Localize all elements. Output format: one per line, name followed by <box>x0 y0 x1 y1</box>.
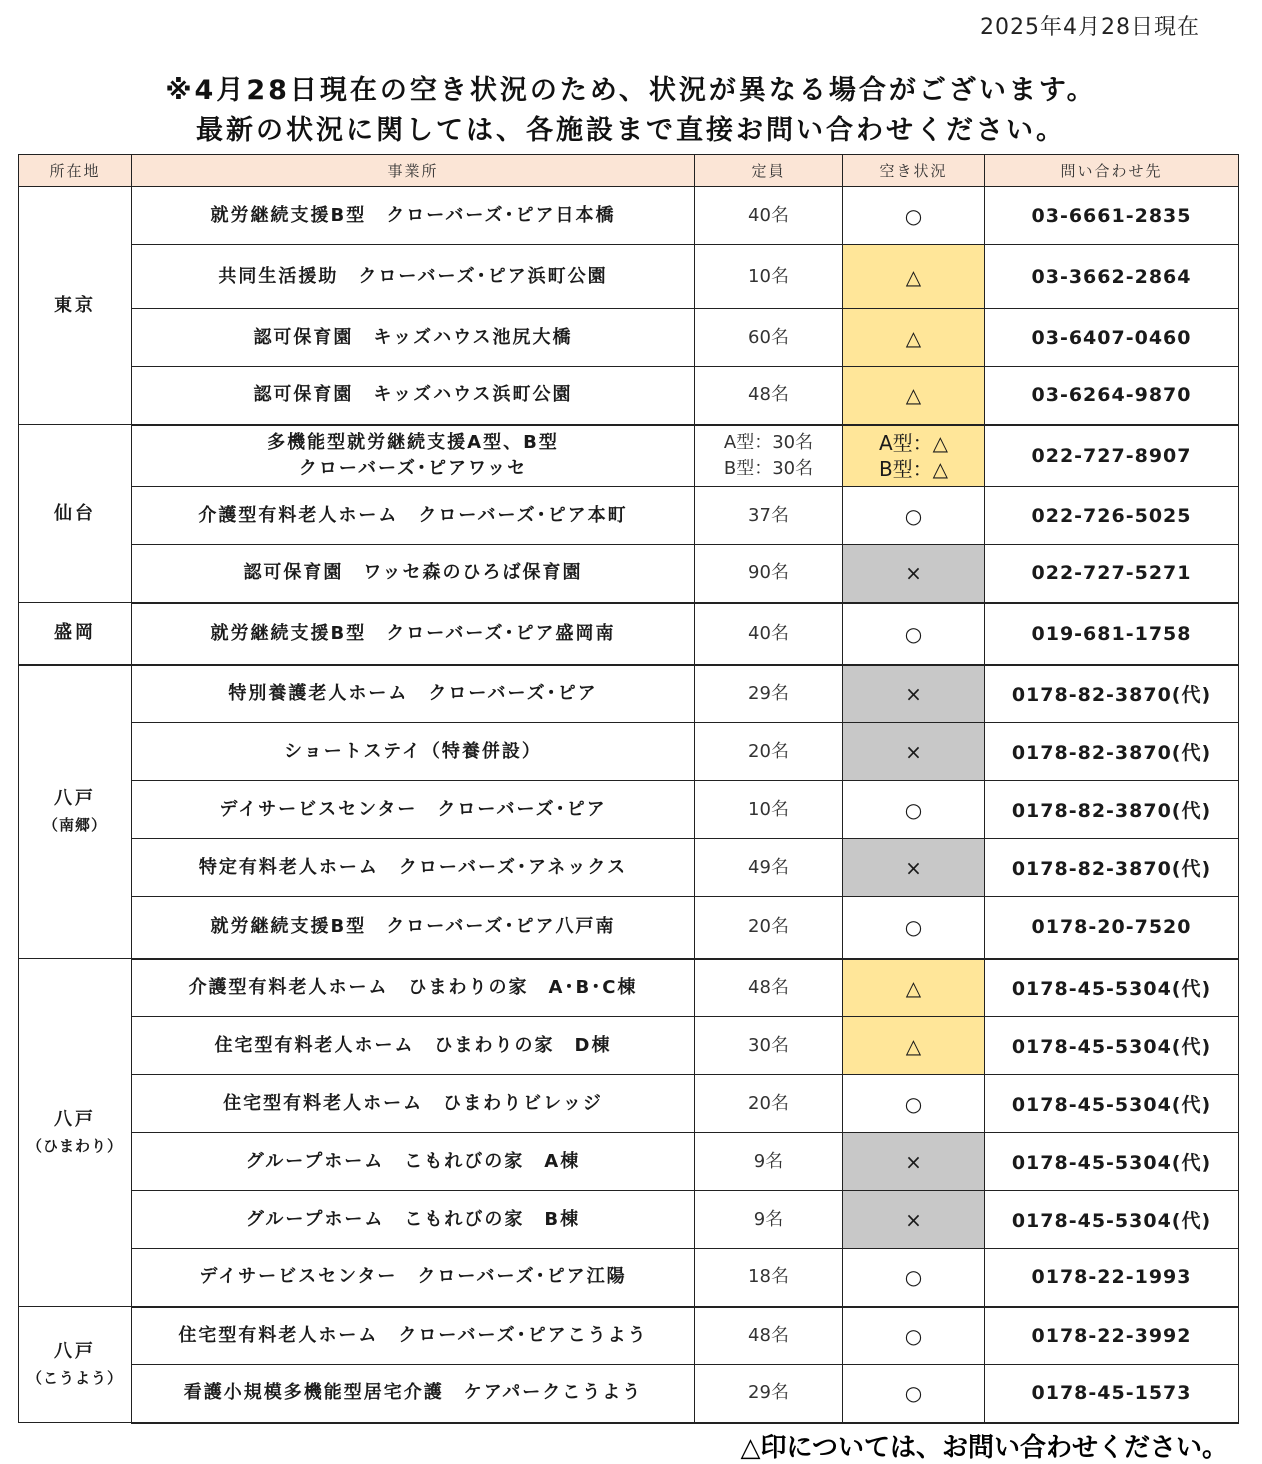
capacity-cell <box>695 839 843 897</box>
status-text: × <box>905 561 922 586</box>
status-cell <box>843 723 985 781</box>
status-text: ○ <box>904 915 923 940</box>
table-row <box>19 723 1239 781</box>
facility-cell <box>132 1075 695 1133</box>
status-text: × <box>905 1207 922 1232</box>
capacity-cell <box>695 603 843 665</box>
phone-cell: 0178-82-3870(代) <box>985 839 1239 897</box>
capacity-cell <box>695 245 843 309</box>
location-cell <box>19 425 132 603</box>
facility-text: 住宅型有料老人ホーム ひまわりの家 D棟 <box>214 1034 612 1056</box>
header-facility: 事業所 <box>132 155 695 187</box>
status-cell <box>843 1191 985 1249</box>
phone-cell: 0178-22-3992 <box>985 1307 1239 1365</box>
table-row <box>19 665 1239 723</box>
phone-cell: 03-6661-2835 <box>985 187 1239 245</box>
phone-cell: 022-727-8907 <box>985 425 1239 487</box>
facility-cell <box>132 487 695 545</box>
location-cell <box>19 1307 132 1423</box>
table-row <box>19 187 1239 245</box>
location-cell <box>19 665 132 959</box>
status-cell <box>843 781 985 839</box>
phone-cell: 0178-82-3870(代) <box>985 665 1239 723</box>
capacity-text: 20名 <box>748 916 789 938</box>
capacity-text: 48名 <box>748 384 789 406</box>
facility-text: 介護型有料老人ホーム ひまわりの家 A･B･C棟 <box>188 976 638 998</box>
facility-cell <box>132 1249 695 1307</box>
status-cell <box>843 425 985 487</box>
capacity-text: 48名 <box>748 1324 789 1346</box>
table-row <box>19 545 1239 603</box>
status-cell <box>843 187 985 245</box>
status-text: ○ <box>904 1323 923 1348</box>
status-cell <box>843 367 985 425</box>
capacity-cell <box>695 367 843 425</box>
table-header-row <box>19 155 1239 187</box>
capacity-text: 48名 <box>748 976 789 998</box>
facility-cell <box>132 959 695 1017</box>
capacity-text: B型：30名 <box>723 457 814 479</box>
table-row <box>19 245 1239 309</box>
status-cell <box>843 1307 985 1365</box>
capacity-text: 37名 <box>748 504 789 526</box>
location-cell <box>19 187 132 425</box>
notice-line-2: 最新の状況に関しては、各施設まで直接お問い合わせください。 <box>196 115 1066 146</box>
facility-cell <box>132 781 695 839</box>
status-text: ○ <box>904 503 923 528</box>
facility-cell <box>132 1365 695 1423</box>
facility-cell <box>132 187 695 245</box>
capacity-text: 9名 <box>753 1150 784 1172</box>
status-cell <box>843 1249 985 1307</box>
status-text: ○ <box>904 1381 923 1406</box>
facility-text: デイサービスセンター クローバーズ･ピア <box>219 798 607 820</box>
capacity-text: 30名 <box>748 1034 789 1056</box>
phone-cell: 0178-45-5304(代) <box>985 1133 1239 1191</box>
facility-text: 住宅型有料老人ホーム ひまわりビレッジ <box>223 1092 603 1114</box>
phone-cell: 03-6264-9870 <box>985 367 1239 425</box>
status-cell <box>843 1017 985 1075</box>
capacity-cell <box>695 1133 843 1191</box>
location-name: 八戸 <box>54 1108 96 1130</box>
capacity-text: 9名 <box>753 1208 784 1230</box>
status-text: × <box>905 739 922 764</box>
phone-cell: 0178-45-5304(代) <box>985 1017 1239 1075</box>
phone-cell: 03-3662-2864 <box>985 245 1239 309</box>
facility-cell <box>132 1133 695 1191</box>
table-row <box>19 1249 1239 1307</box>
phone-cell: 0178-22-1993 <box>985 1249 1239 1307</box>
facility-cell <box>132 1191 695 1249</box>
capacity-cell <box>695 425 843 487</box>
table-row <box>19 1307 1239 1365</box>
notice-line-1: ※4月28日現在の空き状況のため、状況が異なる場合がございます。 <box>165 75 1097 106</box>
phone-cell: 022-727-5271 <box>985 545 1239 603</box>
status-text: ○ <box>904 1265 923 1290</box>
capacity-cell <box>695 1307 843 1365</box>
phone-cell: 03-6407-0460 <box>985 309 1239 367</box>
capacity-cell <box>695 487 843 545</box>
status-cell <box>843 665 985 723</box>
facility-cell <box>132 425 695 487</box>
phone-cell: 0178-82-3870(代) <box>985 723 1239 781</box>
table-row <box>19 309 1239 367</box>
facility-cell <box>132 245 695 309</box>
phone-cell: 0178-45-5304(代) <box>985 959 1239 1017</box>
capacity-text: 40名 <box>748 622 789 644</box>
status-text: ○ <box>904 203 923 228</box>
facility-text: 認可保育園 キッズハウス池尻大橋 <box>253 326 573 348</box>
facility-text: グループホーム こもれびの家 B棟 <box>245 1208 581 1230</box>
capacity-cell <box>695 959 843 1017</box>
status-text: ○ <box>904 621 923 646</box>
capacity-text: 20名 <box>748 1092 789 1114</box>
table-row <box>19 1017 1239 1075</box>
facility-text: 認可保育園 キッズハウス浜町公園 <box>253 384 573 406</box>
facility-text: 認可保育園 ワッセ森のひろば保育園 <box>243 562 583 584</box>
table-row <box>19 603 1239 665</box>
location-subname: （ひまわり） <box>26 1136 123 1155</box>
facility-text: 看護小規模多機能型居宅介護 ケアパークこうよう <box>183 1382 643 1404</box>
table-row <box>19 1133 1239 1191</box>
status-text: ○ <box>904 1091 923 1116</box>
status-text: × <box>905 681 922 706</box>
status-cell <box>843 839 985 897</box>
location-cell <box>19 603 132 665</box>
location-name: 盛岡 <box>54 622 96 644</box>
status-cell <box>843 603 985 665</box>
status-cell <box>843 1365 985 1423</box>
facility-cell <box>132 309 695 367</box>
capacity-text: 49名 <box>748 856 789 878</box>
capacity-cell <box>695 545 843 603</box>
availability-table <box>18 154 1239 1424</box>
status-cell <box>843 959 985 1017</box>
facility-cell <box>132 1017 695 1075</box>
capacity-text: 90名 <box>748 562 789 584</box>
table-body <box>19 187 1239 1423</box>
facility-text: クローバーズ･ピアワッセ <box>298 457 528 479</box>
table-row <box>19 425 1239 487</box>
capacity-cell <box>695 723 843 781</box>
header-status: 空き状況 <box>843 155 985 187</box>
facility-text: 特別養護老人ホーム クローバーズ･ピア <box>228 682 598 704</box>
table-row <box>19 487 1239 545</box>
phone-cell: 019-681-1758 <box>985 603 1239 665</box>
status-text: B型：△ <box>878 456 949 481</box>
header-capacity: 定員 <box>695 155 843 187</box>
facility-cell <box>132 723 695 781</box>
capacity-cell <box>695 897 843 959</box>
location-name: 八戸 <box>54 787 96 809</box>
facility-cell <box>132 545 695 603</box>
facility-text: 特定有料老人ホーム クローバーズ･アネックス <box>198 856 628 878</box>
status-text: △ <box>905 975 922 1000</box>
facility-text: 就労継続支援B型 クローバーズ･ピア盛岡南 <box>210 622 616 644</box>
capacity-cell <box>695 1249 843 1307</box>
facility-text: 就労継続支援B型 クローバーズ･ピア八戸南 <box>210 916 616 938</box>
capacity-text: 18名 <box>748 1266 789 1288</box>
facility-text: 住宅型有料老人ホーム クローバーズ･ピアこうよう <box>178 1324 648 1346</box>
table-row <box>19 1191 1239 1249</box>
status-cell <box>843 897 985 959</box>
phone-cell: 0178-82-3870(代) <box>985 781 1239 839</box>
status-text: △ <box>905 264 922 289</box>
table-row <box>19 781 1239 839</box>
phone-cell: 0178-45-5304(代) <box>985 1075 1239 1133</box>
capacity-text: A型：30名 <box>723 431 814 453</box>
capacity-text: 10名 <box>748 265 789 287</box>
status-text: △ <box>905 383 922 408</box>
location-cell <box>19 959 132 1307</box>
status-cell <box>843 245 985 309</box>
location-subname: （こうよう） <box>26 1368 123 1387</box>
capacity-cell <box>695 1075 843 1133</box>
location-subname: （南郷） <box>42 815 107 834</box>
location-name: 仙台 <box>54 502 96 524</box>
status-cell <box>843 1133 985 1191</box>
phone-cell: 0178-45-5304(代) <box>985 1191 1239 1249</box>
facility-text: デイサービスセンター クローバーズ･ピア江陽 <box>199 1266 627 1288</box>
facility-text: グループホーム こもれびの家 A棟 <box>245 1150 581 1172</box>
facility-text: 共同生活援助 クローバーズ･ピア浜町公園 <box>218 265 608 287</box>
status-text: × <box>905 1149 922 1174</box>
capacity-cell <box>695 665 843 723</box>
facility-cell <box>132 839 695 897</box>
status-cell <box>843 1075 985 1133</box>
facility-cell <box>132 367 695 425</box>
facility-text: 多機能型就労継続支援A型、B型 <box>267 431 559 453</box>
status-cell <box>843 487 985 545</box>
capacity-text: 60名 <box>748 326 789 348</box>
capacity-cell <box>695 309 843 367</box>
location-name: 東京 <box>54 294 96 316</box>
capacity-text: 20名 <box>748 740 789 762</box>
facility-cell <box>132 897 695 959</box>
status-text: ○ <box>904 797 923 822</box>
facility-cell <box>132 603 695 665</box>
table-row <box>19 897 1239 959</box>
facility-cell <box>132 1307 695 1365</box>
capacity-cell <box>695 187 843 245</box>
table-row <box>19 367 1239 425</box>
phone-cell: 0178-20-7520 <box>985 897 1239 959</box>
table-row <box>19 839 1239 897</box>
table-row <box>19 959 1239 1017</box>
table-row <box>19 1365 1239 1423</box>
status-text: A型：△ <box>878 430 949 455</box>
location-name: 八戸 <box>54 1340 96 1362</box>
as-of-date: 2025年4月28日現在 <box>980 15 1200 40</box>
header-contact: 問い合わせ先 <box>985 155 1239 187</box>
capacity-text: 29名 <box>748 682 789 704</box>
header-location: 所在地 <box>19 155 132 187</box>
capacity-text: 10名 <box>748 798 789 820</box>
status-cell <box>843 309 985 367</box>
facility-text: 就労継続支援B型 クローバーズ･ピア日本橋 <box>210 204 616 226</box>
capacity-cell <box>695 781 843 839</box>
status-text: △ <box>905 1033 922 1058</box>
capacity-cell <box>695 1191 843 1249</box>
status-text: △ <box>905 325 922 350</box>
capacity-cell <box>695 1365 843 1423</box>
facility-text: 介護型有料老人ホーム クローバーズ･ピア本町 <box>198 504 628 526</box>
status-text: × <box>905 855 922 880</box>
facility-text: ショートステイ（特養併設） <box>284 740 542 762</box>
status-cell <box>843 545 985 603</box>
phone-cell: 022-726-5025 <box>985 487 1239 545</box>
phone-cell: 0178-45-1573 <box>985 1365 1239 1423</box>
table-row <box>19 1075 1239 1133</box>
capacity-text: 29名 <box>748 1382 789 1404</box>
facility-cell <box>132 665 695 723</box>
footer-note: △印については、お問い合わせください。 <box>740 1433 1228 1463</box>
capacity-cell <box>695 1017 843 1075</box>
capacity-text: 40名 <box>748 204 789 226</box>
